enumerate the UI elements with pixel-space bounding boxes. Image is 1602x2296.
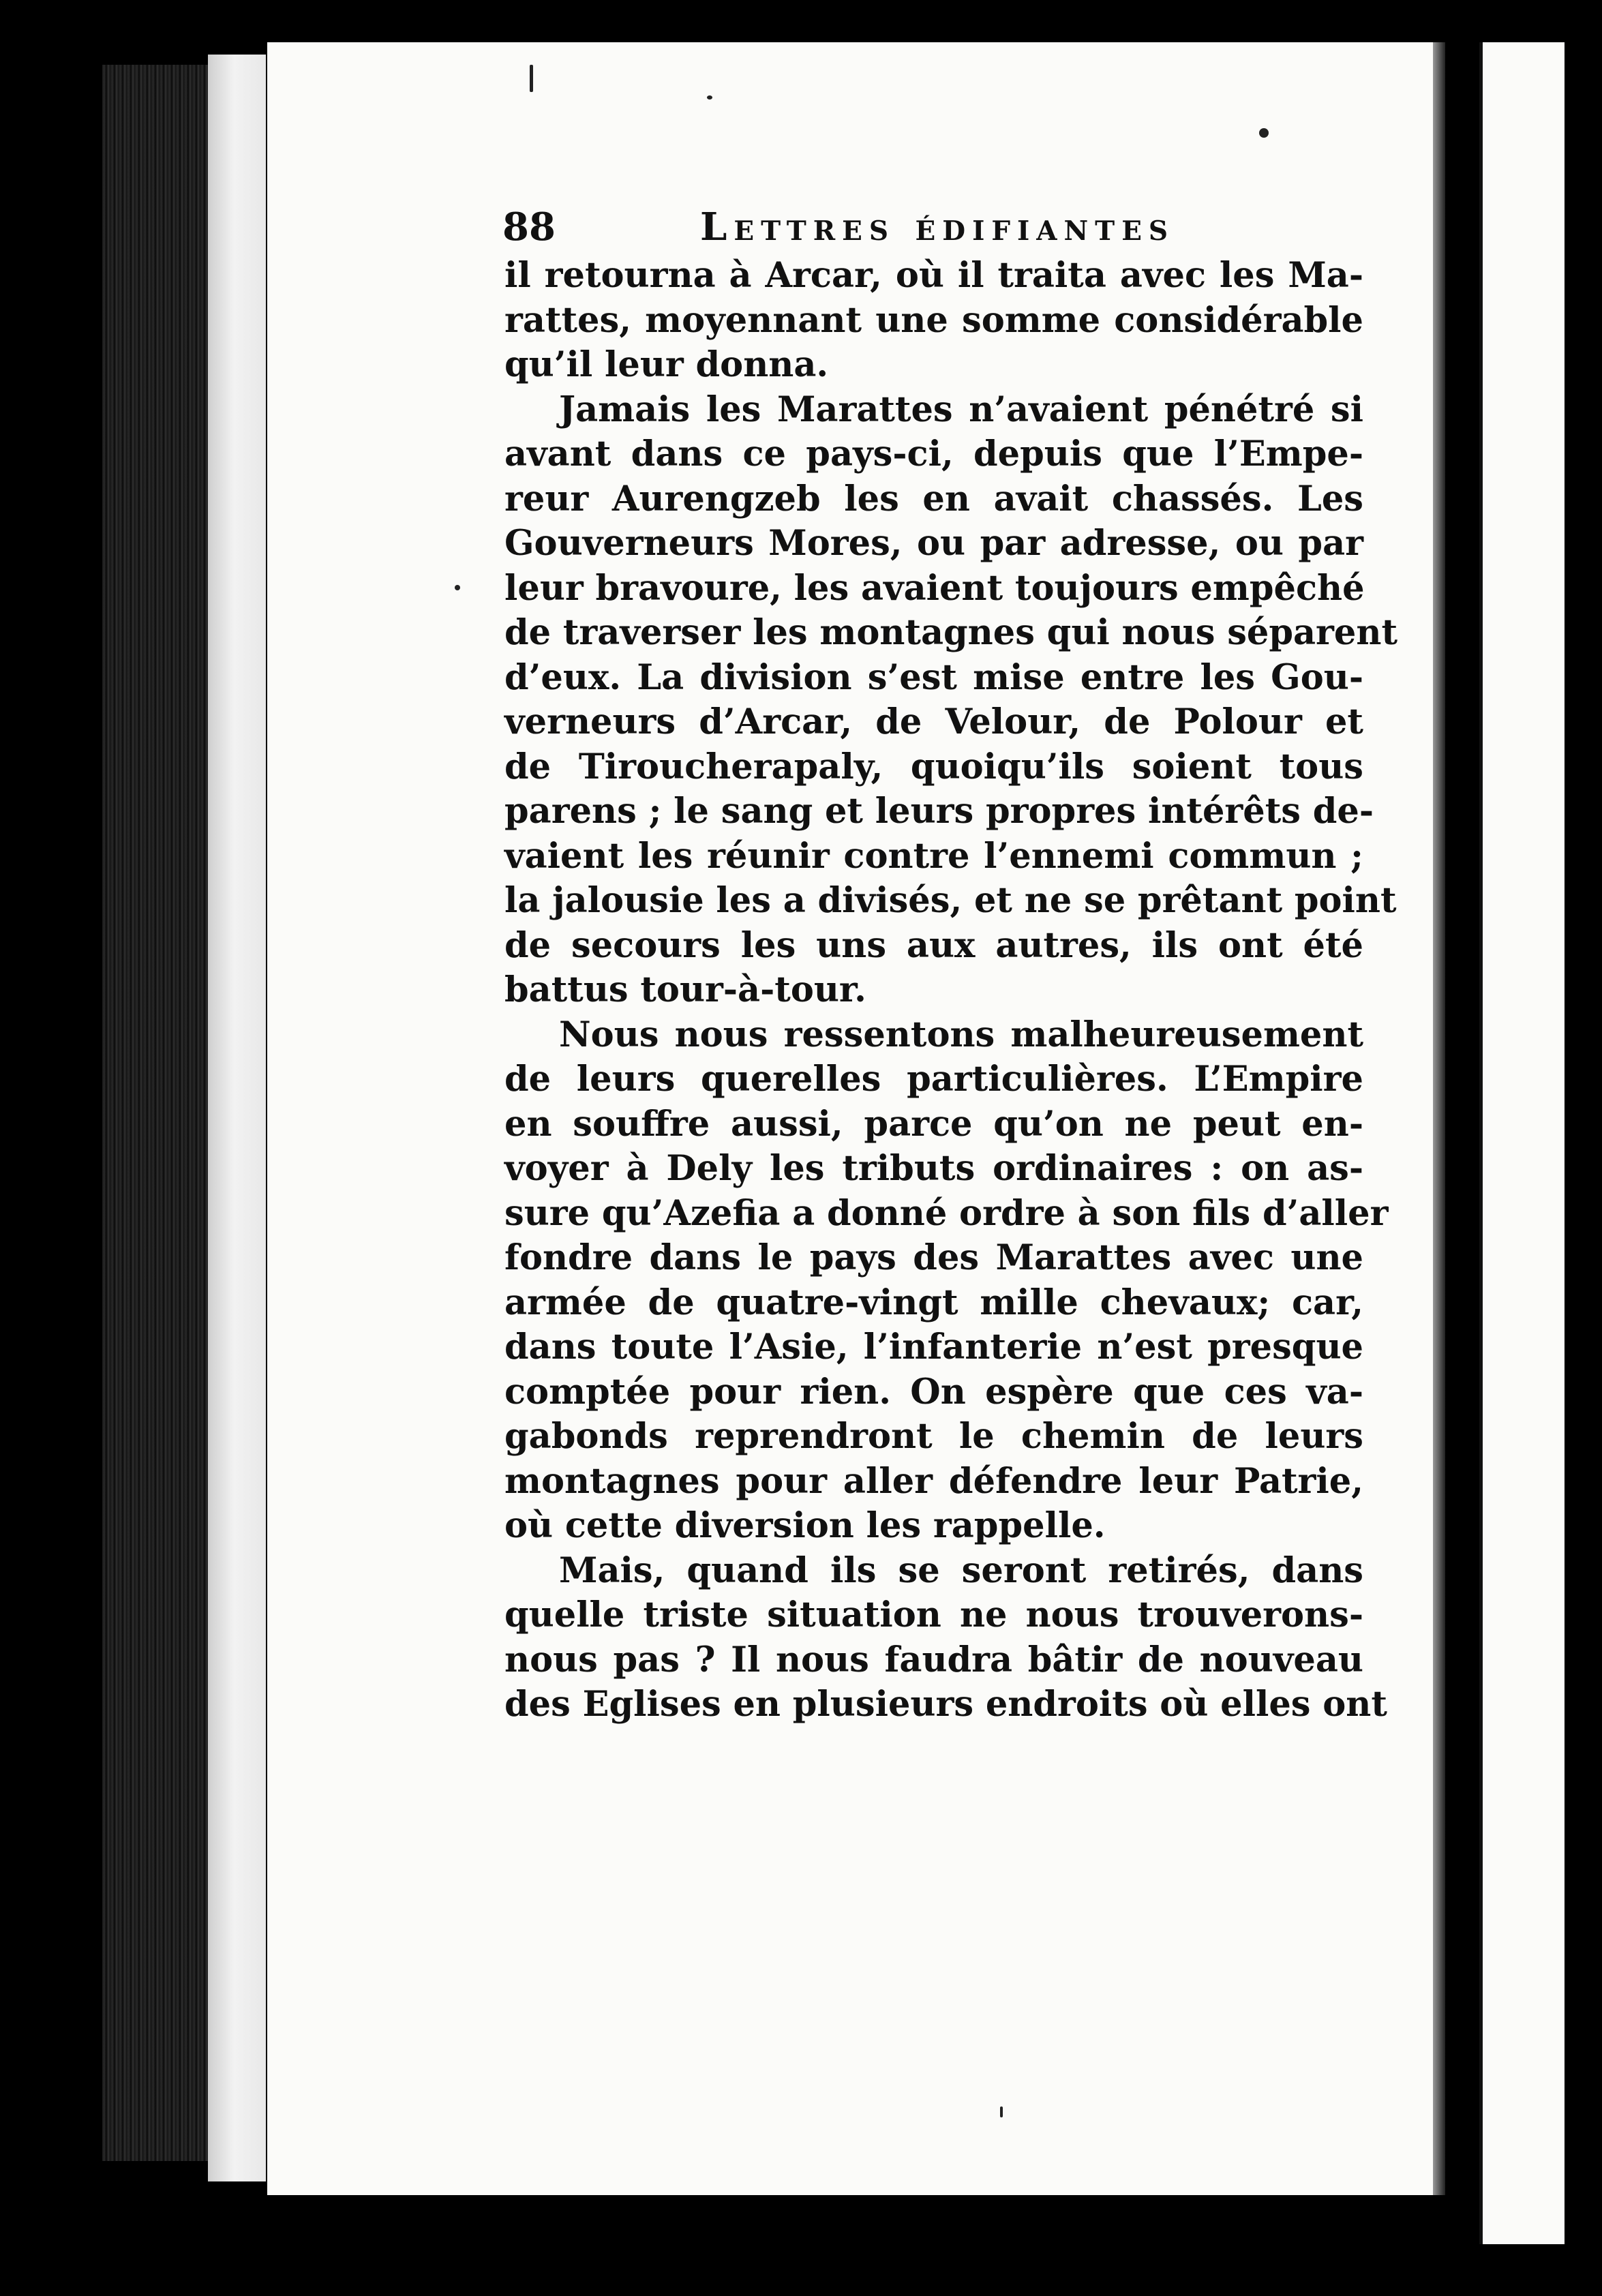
- text-line: leur bravoure, les avaient toujours empêché: [504, 567, 1365, 609]
- text-line: voyer à Dely les tributs ordinaires : on as-: [504, 1148, 1363, 1189]
- text-line: avant dans ce pays-ci, depuis que l’Empe-: [504, 434, 1363, 474]
- page-edge-stack: [208, 55, 266, 2181]
- ink-speck: [1000, 2106, 1003, 2117]
- text-line: dans toute l’Asie, l’infanterie n’est presque: [504, 1327, 1363, 1368]
- text-line: en souffre aussi, parce qu’on ne peut en-: [504, 1103, 1363, 1145]
- text-line: où cette diversion les rappelle.: [504, 1505, 1106, 1546]
- ink-speck: [1259, 128, 1269, 138]
- page-shadow: [1433, 42, 1445, 2195]
- text-line: Gouverneurs Mores, ou par adresse, ou par: [504, 523, 1363, 564]
- text-line: comptée pour rien. On espère que ces va-: [504, 1371, 1363, 1413]
- text-line: Nous nous ressentons malheureusement: [559, 1014, 1363, 1055]
- ink-speck: [455, 585, 460, 590]
- body-text: [504, 254, 1398, 1727]
- text-line: de traverser les montagnes qui nous séparent: [504, 612, 1398, 653]
- text-line: battus tour-à-tour.: [504, 969, 866, 1010]
- text-line: Mais, quand ils se seront retirés, dans: [559, 1550, 1363, 1591]
- book-edge: [102, 65, 218, 2161]
- text-line: de Tiroucherapaly, quoiqu’ils soient tous: [504, 746, 1363, 787]
- text-line: montagnes pour aller défendre leur Patrie,: [504, 1460, 1363, 1502]
- text-line: Jamais les Marattes n’avaient pénétré si: [559, 389, 1363, 430]
- next-page-strip: [1483, 42, 1565, 2244]
- text-line: il retourna à Arcar, où il traita avec les Ma-: [504, 255, 1363, 296]
- text-line: qu’il leur donna.: [504, 344, 829, 385]
- text-line: rattes, moyennant une somme considérable: [504, 299, 1363, 341]
- text-line: quelle triste situation ne nous trouverons-: [504, 1595, 1363, 1635]
- text-line: reur Aurengzeb les en avait chassés. Les: [504, 478, 1363, 519]
- text-line: nous pas ? Il nous faudra bâtir de nouveau: [504, 1639, 1363, 1680]
- text-line: d’eux. La division s’est mise entre les Gou-: [504, 656, 1363, 698]
- text-line: gabonds reprendront le chemin de leurs: [504, 1416, 1363, 1457]
- text-line: vaient les réunir contre l’ennemi commun ;: [504, 835, 1363, 877]
- text-line: de secours les uns aux autres, ils ont été: [504, 924, 1363, 966]
- text-line: de leurs querelles particulières. L’Empire: [504, 1059, 1363, 1100]
- ink-speck: [530, 65, 533, 92]
- ink-speck: [707, 95, 712, 100]
- text-line: la jalousie les a divisés, et ne se prêtant point: [504, 880, 1397, 921]
- running-title: Lettres édifiantes: [700, 205, 1175, 250]
- text-line: fondre dans le pays des Marattes avec une: [504, 1237, 1363, 1278]
- text-line: verneurs d’Arcar, de Velour, de Polour et: [504, 701, 1363, 742]
- text-line: des Eglises en plusieurs endroits où elles ont: [504, 1684, 1387, 1725]
- text-line: parens ; le sang et leurs propres intérêts de-: [504, 791, 1374, 832]
- running-header: [502, 205, 1368, 259]
- text-line: armée de quatre-vingt mille chevaux; car,: [504, 1282, 1363, 1323]
- text-line: sure qu’Azefia a donné ordre à son fils d’aller: [504, 1192, 1389, 1234]
- page-number: 88: [502, 205, 556, 250]
